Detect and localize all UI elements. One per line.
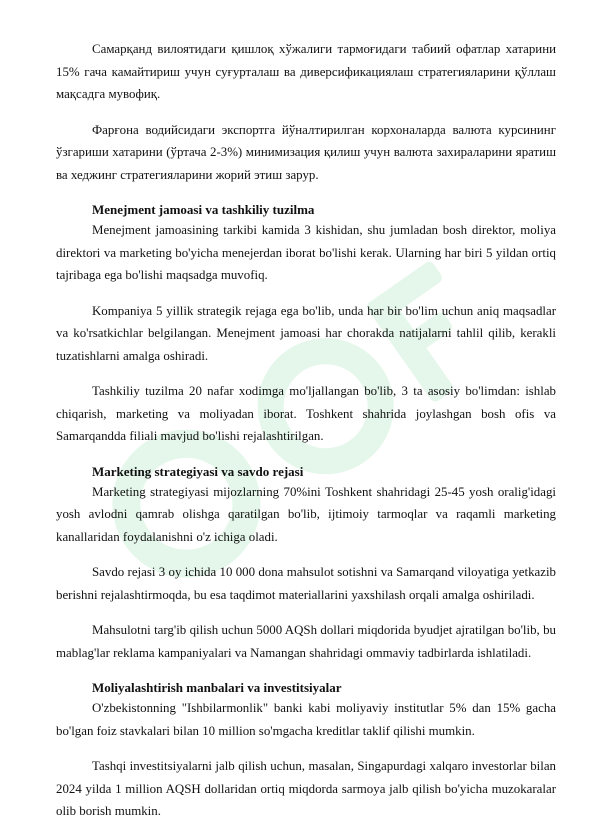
intro-paragraph-1: Самарқанд вилоятидаги қишлоқ хўжалиги тармоғидаги табиий офатлар хатарини 15% гача камайтириш учун суғурталаш ва диверсификациялаш стратегияларини қўллаш мақсадга мувофиқ. — [56, 42, 556, 101]
financing-paragraph-1: O'zbekistonning "Ishbilarmonlik" banki kabi moliyaviy institutlar 5% dan 15% gacha bo'lgan foiz stavkalari bilan 10 million so'mgacha kreditlar taklif qilishi mumkin. — [56, 701, 556, 738]
marketing-paragraph-2: Savdo rejasi 3 oy ichida 10 000 dona mahsulot sotishni va Samarqand viloyatiga yetkazib berishni rejalashtirmoqda, bu esa taqdimot materiallarini yaxshilash orqali amalga oshiriladi. — [56, 565, 556, 602]
section-heading-financing: Moliyalashtirish manbalari va investitsiyalar — [92, 680, 342, 695]
intro-paragraph-2: Фарғона водийсидаги экспортга йўналтирилган корхоналарда валюта курсининг ўзгариши хатарини (ўртача 2-3%) минимизация қилиш учун валюта захираларини яратиш ва хеджинг стратегияларини жорий этиш зарур. — [56, 122, 556, 182]
marketing-paragraph-1: Marketing strategiyasi mijozlarning 70%ini Toshkent shahridagi 25-45 yosh oralig'idagi yosh avlodni qamrab olishga qaratilgan bo'lib, ijtimoiy tarmoqlar va raqamli marketing kanallaridan foydalanishni o'z ichiga oladi. — [56, 484, 556, 544]
financing-paragraph-2: Tashqi investitsiyalarni jalb qilish uchun, masalan, Singapurdagi xalqaro investorlar bilan 2024 yilda 1 million AQSH dollaridan ortiq miqdorda sarmoya jalb qilish bo'yicha muzokaralar olib borish mumkin. — [56, 759, 556, 818]
management-paragraph-3: Tashkiliy tuzilma 20 nafar xodimga mo'ljallangan bo'lib, 3 ta asosiy bo'limdan: ishlab chiqarish, marketing va moliyadan iborat. Toshkent shahrida joylashgan bosh ofis va Samarqandda filiali mavjud bo'lishi rejalashtirilgan. — [56, 384, 556, 443]
management-paragraph-2: Kompaniya 5 yillik strategik rejaga ega bo'lib, unda har bir bo'lim uchun aniq maqsadlar va ko'rsatkichlar belgilangan. Menejment jamoasi har chorakda natijalarni tahlil qilib, kerakli tuzatishlarni amalga oshiradi. — [56, 303, 556, 363]
document-body — [56, 38, 556, 823]
management-paragraph-1: Menejment jamoasining tarkibi kamida 3 kishidan, shu jumladan bosh direktor, moliya direktori va marketing bo'yicha menejerdan iborat bo'lishi kerak. Ularning har biri 5 yildan ortiq tajribaga ega bo'lishi maqsadga muvofiq. — [56, 223, 556, 282]
section-heading-marketing: Marketing strategiyasi va savdo rejasi — [92, 463, 304, 479]
marketing-paragraph-3: Mahsulotni targ'ib qilish uchun 5000 AQSh dollari miqdorida byudjet ajratilgan bo'lib, bu mablag'lar reklama kampaniyalari va Namangan shahridagi ommaviy tadbirlarda ishlatiladi. — [56, 623, 556, 660]
section-heading-management: Menejment jamoasi va tashkiliy tuzilma — [92, 202, 315, 217]
